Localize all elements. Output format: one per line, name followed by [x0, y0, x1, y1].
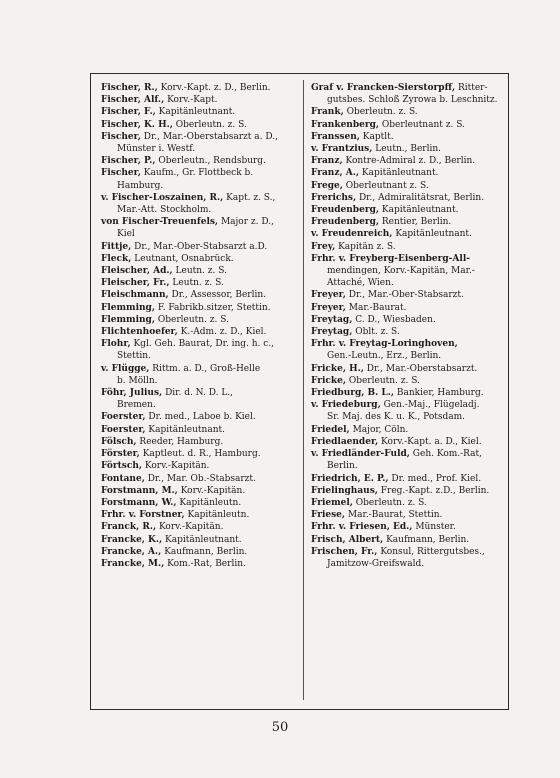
entry-name: Fischer, R.,	[101, 83, 158, 93]
entry-details: Oberleutn. z. S.	[346, 107, 418, 118]
entry-details: K.-Adm. z. D., Kiel.	[180, 327, 267, 338]
entry-continuation: Kiel	[117, 229, 135, 240]
entry-details: Dr., Admiralitätsrat, Berlin.	[358, 192, 485, 203]
directory-entry	[101, 558, 299, 570]
entry-details: Kapitänleutnant.	[165, 534, 242, 545]
entry-name: Fischer, K. H.,	[101, 119, 173, 130]
directory-entry	[311, 375, 504, 387]
entry-continuation: Sr. Maj. des K. u. K., Potsdam.	[327, 412, 465, 423]
entry-name: Freytag,	[311, 314, 353, 325]
entry-details: Kapitänleutn.	[179, 497, 242, 508]
left-column	[101, 82, 299, 570]
directory-entry	[101, 460, 299, 472]
entry-name: v. Fischer-Loszainen, R.,	[101, 192, 224, 203]
entry-name: Franz, A.,	[311, 168, 359, 179]
entry-name: Graf v. Francken-Sierstorpff,	[311, 83, 456, 93]
entry-name: Forstmann, M.,	[101, 485, 178, 496]
directory-entry	[101, 338, 299, 362]
entry-name: Frisch, Albert,	[311, 534, 384, 545]
entry-name: Freudenberg,	[311, 217, 379, 228]
directory-entry	[101, 241, 299, 253]
entry-details: Dr., Mar.-Oberstabsarzt.	[366, 363, 478, 374]
entry-name: Freytag,	[311, 327, 353, 338]
directory-entry	[311, 326, 504, 338]
entry-name: Fleischer, Ad.,	[101, 266, 173, 277]
directory-entry	[311, 228, 504, 240]
directory-entry	[101, 485, 299, 497]
entry-details: Korv.-Kapitän.	[180, 485, 246, 496]
entry-details: Kapitänleutnant.	[361, 168, 439, 179]
entry-name: Frey,	[311, 241, 336, 252]
entry-name: Fleck,	[101, 253, 132, 264]
entry-name: Fischer,	[101, 131, 141, 142]
directory-entry	[311, 424, 504, 436]
entry-details: Münster.	[415, 522, 456, 533]
entry-continuation: Gen.-Leutn., Erz., Berlin.	[327, 351, 442, 362]
entry-name: Fittje,	[101, 241, 132, 252]
directory-entry	[101, 265, 299, 277]
entry-details: Mar.-Baurat, Stettin.	[347, 510, 443, 521]
directory-entry	[101, 106, 299, 118]
entry-name: Frhr. v. Forstner,	[101, 510, 185, 521]
entry-name: Fontane,	[101, 473, 145, 484]
directory-entry	[311, 241, 504, 253]
directory-entry	[311, 314, 504, 326]
entry-details: Major, Cöln.	[352, 424, 409, 435]
directory-entry	[101, 387, 299, 411]
directory-entry	[101, 131, 299, 155]
entry-name: Franssen,	[311, 131, 360, 142]
entry-details: Bankier, Hamburg.	[396, 388, 484, 399]
entry-details: Leutn., Berlin.	[375, 144, 442, 155]
directory-entry	[101, 424, 299, 436]
entry-details: C. D., Wiesbaden.	[355, 314, 436, 325]
entry-continuation: Mar.-Att. Stockholm.	[117, 205, 212, 216]
directory-entry	[311, 253, 504, 290]
entry-name: Frielinghaus,	[311, 485, 378, 496]
directory-entry	[101, 82, 299, 94]
entry-details: Kapitänleutnant.	[395, 229, 472, 240]
entry-name: Fischer, P.,	[101, 156, 156, 167]
entry-details: Ritter-	[457, 83, 488, 93]
directory-entry	[311, 546, 504, 570]
entry-continuation: Stettin.	[117, 351, 151, 362]
entry-name: Friedburg, B. L.,	[311, 388, 395, 399]
directory-entry	[101, 326, 299, 338]
entry-name: Förtsch,	[101, 461, 143, 472]
entry-name: Fischer,	[101, 168, 141, 179]
entry-details: Kontre-Admiral z. D., Berlin.	[345, 156, 476, 167]
directory-entry	[101, 363, 299, 387]
entry-details: Kapitän z. S.	[338, 241, 396, 252]
entry-details: Korv.-Kapt. a. D., Kiel.	[381, 436, 482, 447]
directory-entry	[311, 204, 504, 216]
entry-details: Rittm. a. D., Groß-Helle	[152, 363, 261, 374]
entry-name: Frhr. v. Freytag-Loringhoven,	[311, 339, 458, 350]
directory-entry	[101, 155, 299, 167]
entry-name: Frhr. v. Freyberg-Eisenberg-All-	[311, 253, 470, 264]
directory-entry	[311, 521, 504, 533]
entry-details: Oberleutn., Rendsburg.	[158, 156, 266, 167]
directory-entry	[101, 534, 299, 546]
entry-details: Kaufm., Gr. Flottbeck b.	[143, 168, 254, 179]
directory-entry	[311, 131, 504, 143]
entry-name: Förster,	[101, 449, 140, 460]
entry-details: Dr., Mar.-Oberstabsarzt a. D.,	[143, 131, 278, 142]
directory-entry	[311, 387, 504, 399]
entry-name: Fischer, Alf.,	[101, 95, 165, 106]
directory-entry	[101, 411, 299, 423]
entry-continuation: b. Mölln.	[117, 375, 158, 386]
page-number: 50	[271, 720, 289, 735]
entry-details: Dr., Mar. Ob.-Stabsarzt.	[147, 473, 256, 484]
directory-entry	[311, 289, 504, 301]
entry-details: Oberleutnant z. S.	[345, 180, 429, 191]
entry-name: v. Friedeburg,	[311, 400, 381, 411]
directory-entry	[311, 192, 504, 204]
entry-name: von Fischer-Treuenfels,	[101, 217, 219, 228]
directory-entry	[101, 216, 299, 240]
entry-details: Kgl. Geh. Baurat, Dr. ing. h. c.,	[133, 339, 275, 350]
entry-details: F. Fabrikb.sitzer, Stettin.	[157, 302, 271, 313]
entry-details: Leutn. z. S.	[172, 278, 224, 289]
entry-name: v. Frantzius,	[311, 144, 373, 155]
entry-continuation: Hamburg.	[117, 180, 164, 191]
entry-details: Leutn. z. S.	[175, 266, 227, 277]
directory-entry	[311, 180, 504, 192]
entry-name: Flichtenhoefer,	[101, 327, 178, 338]
entry-name: Friedrich, E. P.,	[311, 473, 389, 484]
entry-details: Rentier, Berlin.	[381, 217, 452, 228]
directory-entry	[311, 302, 504, 314]
entry-name: Francke, A.,	[101, 546, 162, 557]
entry-details: Dir. d. N. D. L.,	[165, 388, 234, 399]
directory-entry	[101, 546, 299, 558]
directory-entry	[311, 119, 504, 131]
entry-name: Frhr. v. Friesen, Ed.,	[311, 522, 413, 533]
entry-continuation: mendingen, Korv.-Kapitän, Mar.-Attaché, Wien.	[327, 266, 475, 289]
entry-name: Frank,	[311, 107, 344, 118]
entry-details: Kaufmann, Berlin.	[164, 546, 248, 557]
directory-entry	[101, 119, 299, 131]
entry-name: Föhr, Julius,	[101, 388, 163, 399]
entry-name: Frankenberg,	[311, 119, 380, 130]
directory-entry	[101, 167, 299, 191]
entry-name: Fleischmann,	[101, 290, 169, 301]
directory-entry	[311, 473, 504, 485]
directory-entry	[311, 485, 504, 497]
entry-details: Dr., Assessor, Berlin.	[171, 290, 267, 301]
directory-entry	[101, 436, 299, 448]
directory-entry	[311, 143, 504, 155]
entry-details: Korv.-Kapt.	[167, 95, 218, 106]
directory-entry	[311, 363, 504, 375]
entry-name: Friese,	[311, 510, 346, 521]
directory-entry	[311, 216, 504, 228]
directory-entry	[311, 399, 504, 423]
directory-entry	[101, 448, 299, 460]
entry-details: Kapt. z. S.,	[226, 192, 276, 203]
directory-entry	[311, 82, 504, 106]
entry-name: Freyer,	[311, 290, 346, 301]
entry-name: Freudenberg,	[311, 205, 379, 216]
entry-continuation: Münster i. Westf.	[117, 144, 196, 155]
directory-entry	[311, 509, 504, 521]
entry-name: Frerichs,	[311, 192, 357, 203]
entry-details: Oberleutnant z. S.	[381, 119, 465, 130]
directory-entry	[311, 338, 504, 362]
entry-name: Fleischer, Fr.,	[101, 278, 170, 289]
directory-entry	[311, 497, 504, 509]
directory-entry	[311, 155, 504, 167]
entry-details: Major z. D.,	[220, 217, 274, 228]
entry-details: Kaptlt.	[362, 131, 394, 142]
entry-details: Oberleutn. z. S.	[355, 497, 427, 508]
entry-details: Gen.-Maj., Flügeladj.	[383, 400, 480, 411]
directory-entry	[101, 509, 299, 521]
entry-name: v. Friedländer-Fuld,	[311, 449, 410, 460]
entry-name: Fölsch,	[101, 436, 137, 447]
entry-details: Oblt. z. S.	[355, 327, 400, 338]
entry-continuation: Berlin.	[327, 461, 358, 472]
entry-details: Korv.-Kapitän.	[144, 461, 210, 472]
directory-entry	[101, 253, 299, 265]
entry-continuation: gutsbes. Schloß Zyrowa b. Leschnitz.	[327, 95, 498, 106]
entry-name: Fischer, F.,	[101, 107, 156, 118]
entry-details: Kaptleut. d. R., Hamburg.	[142, 449, 261, 460]
entry-name: Friemel,	[311, 497, 353, 508]
entry-name: Frischen, Fr.,	[311, 546, 378, 557]
entry-name: Flemming,	[101, 302, 155, 313]
entry-details: Kapitänleutnant.	[158, 107, 236, 118]
directory-entry	[101, 94, 299, 106]
directory-entry	[101, 497, 299, 509]
entry-name: Franck, R.,	[101, 522, 157, 533]
entry-name: Friedel,	[311, 424, 350, 435]
directory-entry	[311, 448, 504, 472]
directory-entry	[311, 436, 504, 448]
entry-details: Freg.-Kapt. z.D., Berlin.	[380, 485, 490, 496]
entry-details: Geh. Kom.-Rat,	[412, 449, 482, 460]
entry-details: Dr. med., Prof. Kiel.	[391, 473, 482, 484]
entry-name: Fricke,	[311, 375, 346, 386]
entry-name: Flemming,	[101, 314, 155, 325]
directory-entry	[311, 167, 504, 179]
entry-details: Mar.-Baurat.	[348, 302, 407, 313]
directory-entry	[101, 314, 299, 326]
entry-details: Leutnant, Osnabrück.	[134, 253, 234, 264]
entry-details: Dr. med., Laboe b. Kiel.	[148, 412, 256, 423]
entry-name: Frege,	[311, 180, 343, 191]
directory-entry	[101, 473, 299, 485]
entry-details: Korv.-Kapt. z. D., Berlin.	[160, 83, 271, 93]
entry-details: Dr., Mar.-Ober-Stabsarzt a.D.	[134, 241, 268, 252]
entry-details: Dr., Mar.-Ober-Stabsarzt.	[348, 290, 464, 301]
entry-name: Flohr,	[101, 339, 131, 350]
entry-details: Konsul, Rittergutsbes.,	[380, 546, 485, 557]
entry-name: Francke, K.,	[101, 534, 163, 545]
entry-details: Reeder, Hamburg.	[139, 436, 224, 447]
entry-name: v. Freudenreich,	[311, 229, 393, 240]
entry-details: Kapitänleutnant.	[148, 424, 225, 435]
entry-name: Fricke, H.,	[311, 363, 364, 374]
entry-continuation: Bremen.	[117, 400, 156, 411]
column-divider	[303, 80, 304, 700]
entry-continuation: Jamitzow-Greifswald.	[327, 558, 425, 569]
entry-name: Freyer,	[311, 302, 346, 313]
entry-name: Foerster,	[101, 412, 146, 423]
entry-name: v. Flügge,	[101, 363, 150, 374]
entry-details: Kaufmann, Berlin.	[386, 534, 470, 545]
entry-details: Kapitänleutn.	[187, 510, 250, 521]
directory-entry	[101, 277, 299, 289]
entry-details: Kom.-Rat, Berlin.	[167, 558, 246, 569]
entry-details: Oberleutn. z. S.	[348, 375, 420, 386]
entry-details: Oberleutn. z. S.	[157, 314, 229, 325]
entry-name: Forstmann, W.,	[101, 497, 177, 508]
entry-name: Friedlaender,	[311, 436, 379, 447]
entry-details: Korv.-Kapitän.	[158, 522, 224, 533]
right-column	[311, 82, 504, 570]
directory-entry	[101, 302, 299, 314]
directory-entry	[101, 521, 299, 533]
directory-entry	[311, 106, 504, 118]
entry-name: Francke, M.,	[101, 558, 165, 569]
directory-entry	[101, 289, 299, 301]
directory-entry	[311, 534, 504, 546]
entry-details: Kapitänleutnant.	[381, 205, 459, 216]
directory-entry	[101, 192, 299, 216]
entry-name: Foerster,	[101, 424, 146, 435]
entry-name: Franz,	[311, 156, 343, 167]
entry-details: Oberleutn. z. S.	[175, 119, 247, 130]
